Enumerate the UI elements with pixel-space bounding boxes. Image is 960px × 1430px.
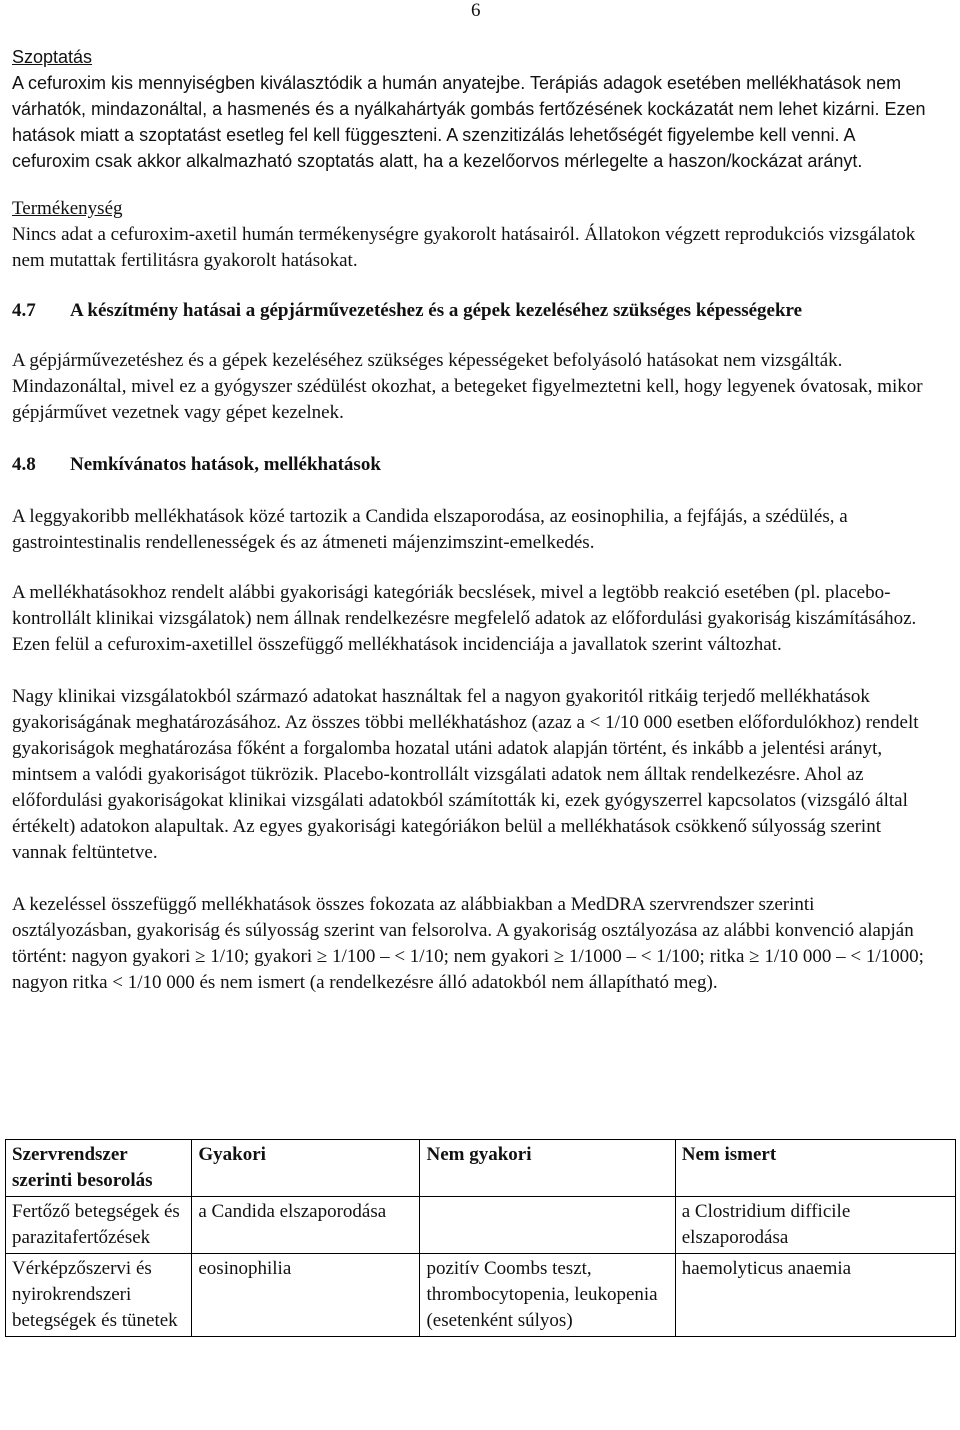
table-cell: haemolyticus anaemia — [675, 1254, 955, 1337]
section-4-7-number: 4.7 — [12, 300, 36, 321]
section-4-7-heading — [12, 298, 932, 324]
section-4-7-title: A készítmény hatásai a gépjárművezetéshez és a gépek kezeléséhez szükséges képességekre — [70, 300, 803, 321]
table-cell: eosinophilia — [192, 1254, 420, 1337]
fertility-heading: Termékenység — [12, 198, 123, 219]
table-cell — [420, 1197, 675, 1254]
document-body — [12, 44, 932, 996]
table-header-cell: Nem gyakori — [420, 1140, 675, 1197]
table-cell: Vérképzőszervi és nyirokrendszeri betegségek és tünetek — [6, 1254, 192, 1337]
section-4-8-paragraph-4: A kezeléssel összefüggő mellékhatások összes fokozata az alábbiakban a MedDRA szervrendszer szerinti osztályozásban, gyakoriság és súlyosság szerint van felsorolva. A gyakoriság osztályozása az alábbi konvenció alapján történt: nagyon gyakori ≥ 1/10; gyakori ≥ 1/100 – < 1/10; nem gyakori ≥ 1/1000 – < 1/100; ritka ≥ 1/10 000 – < 1/1000; nagyon ritka < 1/10 000 és nem ismert (a rendelkezésre álló adatokból nem állapítható meg). — [12, 894, 924, 993]
breastfeeding-heading: Szoptatás — [12, 47, 93, 67]
breastfeeding-section — [12, 44, 932, 174]
section-4-8-number: 4.8 — [12, 454, 36, 475]
section-4-7-paragraph: A gépjárművezetéshez és a gépek kezeléséhez szükséges képességeket befolyásoló hatásokat nem vizsgálták. Mindazonáltal, mivel ez a gyógyszer szédülést okozhat, a betegeket figyelmeztetni kell, hogy legyenek óvatosak, mikor gépjárművet vezetnek vagy gépet kezelnek. — [12, 350, 923, 423]
table-row — [6, 1197, 956, 1254]
table-header-cell: Gyakori — [192, 1140, 420, 1197]
table-cell: a Clostridium difficile elszaporodása — [675, 1197, 955, 1254]
table-header-cell: Nem ismert — [675, 1140, 955, 1197]
section-4-8-paragraph-3: Nagy klinikai vizsgálatokból származó adatokat használtak fel a nagyon gyakoritól ritkáig terjedő mellékhatások gyakoriságának meghatározásához. Az összes többi mellékhatáshoz (azaz a < 1/10 000 esetben előfordulókhoz) rendelt gyakoriságok meghatározása főként a forgalomba hozatal utáni adatok alapján történt, és inkább a jelentési arányt, mintsem a valódi gyakoriságot tükrözik. Placebo-kontrollált vizsgálati adatok nem álltak rendelkezésre. Ahol az előfordulási gyakoriságokat klinikai vizsgálati adatokból számították ki, ezek gyógyszerrel kapcsolatos (vizsgáló által értékelt) adatokon alapultak. Az egyes gyakorisági kategóriákon belül a mellékhatások csökkenő súlyosság szerint vannak feltüntetve. — [12, 686, 919, 863]
page-number: 6 — [471, 0, 481, 21]
breastfeeding-paragraph: A cefuroxim kis mennyiségben kiválasztódik a humán anyatejbe. Terápiás adagok esetében mellékhatások nem várhatók, mindazonáltal, a hasmenés és a nyálkahártyák gombás fertőzésének kockázatát nem lehet kizárni. Ezen hatások miatt a szoptatást esetleg fel kell függeszteni. A szenzitizálás lehetőségét figyelembe kell venni. A cefuroxim csak akkor alkalmazható szoptatás alatt, ha a kezelőorvos mérlegelte a haszon/kockázat arányt. — [12, 73, 926, 171]
fertility-paragraph: Nincs adat a cefuroxim-axetil humán termékenységre gyakorolt hatásairól. Állatokon végzett reprodukciós vizsgálatok nem mutattak fertilitásra gyakorolt hatásokat. — [12, 224, 916, 271]
section-4-8-heading — [12, 452, 932, 478]
section-4-8-title: Nemkívánatos hatások, mellékhatások — [70, 454, 381, 475]
adverse-effects-table — [5, 1139, 956, 1337]
table-header-cell: Szervrendszer szerinti besorolás — [6, 1140, 192, 1197]
section-4-8-paragraph-2: A mellékhatásokhoz rendelt alábbi gyakorisági kategóriák becslések, mivel a legtöbb reakció esetében (pl. placebo-kontrollált klinikai vizsgálatok) nem állnak rendelkezésre megfelelő adatok az előfordulási gyakoriság kiszámításához. Ezen felül a cefuroxim-axetillel összefüggő mellékhatások incidenciája a javallatok szerint változhat. — [12, 582, 917, 655]
table-row — [6, 1254, 956, 1337]
table-cell: a Candida elszaporodása — [192, 1197, 420, 1254]
table-cell: Fertőző betegségek és parazitafertőzések — [6, 1197, 192, 1254]
table-header-row — [6, 1140, 956, 1197]
section-4-8-paragraph-1: A leggyakoribb mellékhatások közé tartozik a Candida elszaporodása, az eosinophilia, a fejfájás, a szédülés, a gastrointestinalis rendellenességek és az átmeneti májenzimszint-emelkedés. — [12, 506, 848, 553]
table-cell: pozitív Coombs teszt, thrombocytopenia, leukopenia (esetenként súlyos) — [420, 1254, 675, 1337]
